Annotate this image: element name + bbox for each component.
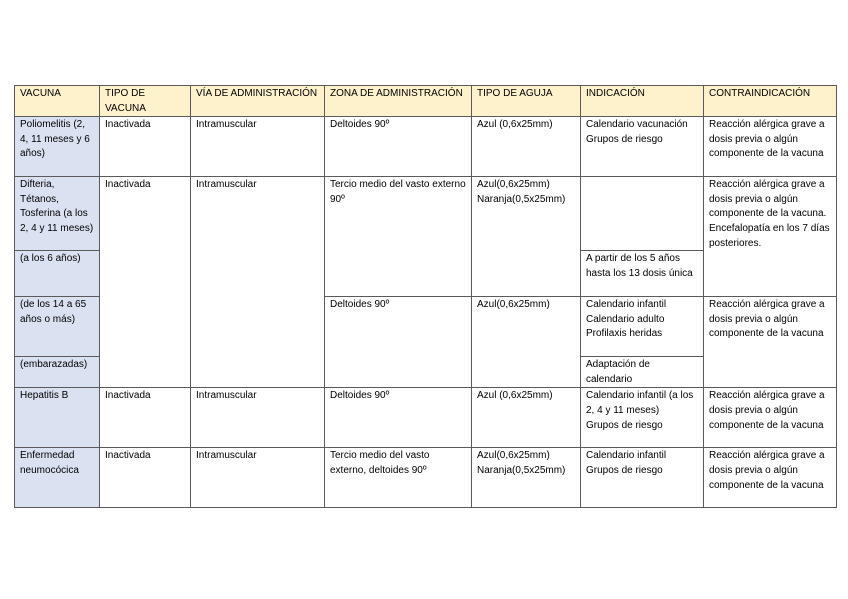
contraindication: Reacción alérgica grave a dosis previa o algún componente de la vacuna bbox=[704, 297, 837, 388]
header-vacuna: VACUNA bbox=[15, 86, 100, 117]
contraindication: Reacción alérgica grave a dosis previa o algún componente de la vacuna bbox=[704, 448, 837, 508]
header-indicacion: INDICACIÓN bbox=[581, 86, 704, 117]
indication bbox=[581, 448, 704, 508]
needle-type: Azul(0,6x25mm) bbox=[472, 297, 581, 388]
vaccine-name: Poliomelitis (2, 4, 11 meses y 6 años) bbox=[15, 117, 100, 177]
header-via: VÍA DE ADMINISTRACIÓN bbox=[191, 86, 325, 117]
indication-line: Calendario infantil bbox=[586, 450, 667, 462]
indication-line: Calendario infantil (a los 2, 4 y 11 meses) bbox=[586, 390, 694, 416]
contraindication: Reacción alérgica grave a dosis previa o algún componente de la vacuna. Encefalopatía en los 7 días posteriores. bbox=[704, 177, 837, 297]
administration-zone: Deltoides 90º bbox=[325, 117, 472, 177]
vaccine-name: (de los 14 a 65 años o más) bbox=[15, 297, 100, 357]
indication-line: Grupos de riesgo bbox=[586, 133, 663, 145]
indication-line: Calendario adulto bbox=[586, 313, 665, 325]
administration-route: Intramuscular bbox=[191, 177, 325, 388]
administration-route: Intramuscular bbox=[191, 448, 325, 508]
vaccine-type: Inactivada bbox=[100, 117, 191, 177]
vaccine-name: (a los 6 años) bbox=[15, 251, 100, 297]
indication: Adaptación de calendario bbox=[581, 357, 704, 388]
administration-route: Intramuscular bbox=[191, 388, 325, 448]
vaccine-type: Inactivada bbox=[100, 388, 191, 448]
indication bbox=[581, 117, 704, 177]
indication bbox=[581, 388, 704, 448]
indication: A partir de los 5 años hasta los 13 dosis única bbox=[581, 251, 704, 297]
indication-line: Calendario vacunación bbox=[586, 119, 688, 131]
indication bbox=[581, 177, 704, 251]
header-zona: ZONA DE ADMINISTRACIÓN bbox=[325, 86, 472, 117]
needle-line: Naranja(0,5x25mm) bbox=[477, 193, 566, 205]
indication-line: Grupos de riesgo bbox=[586, 419, 663, 431]
administration-zone: Deltoides 90º bbox=[325, 297, 472, 388]
table-row bbox=[15, 177, 837, 251]
vaccine-name: Enfermedad neumocócica bbox=[15, 448, 100, 508]
table-row bbox=[15, 448, 837, 508]
indication bbox=[581, 297, 704, 357]
indication-line: Calendario infantil bbox=[586, 299, 667, 311]
vaccine-name: Difteria, Tétanos, Tosferina (a los 2, 4 y 11 meses) bbox=[15, 177, 100, 251]
administration-zone: Tercio medio del vasto externo 90º bbox=[325, 177, 472, 297]
table-row bbox=[15, 117, 837, 177]
needle-line: Azul(0,6x25mm) bbox=[477, 179, 550, 191]
vaccine-name: (embarazadas) bbox=[15, 357, 100, 388]
needle-line: Azul(0,6x25mm) bbox=[477, 450, 550, 462]
needle-type: Azul (0,6x25mm) bbox=[472, 388, 581, 448]
indication-line: Grupos de riesgo bbox=[586, 464, 663, 476]
indication-line: Profilaxis heridas bbox=[586, 328, 663, 340]
table-row bbox=[15, 388, 837, 448]
needle-line: Naranja(0,5x25mm) bbox=[477, 464, 566, 476]
administration-zone: Deltoides 90º bbox=[325, 388, 472, 448]
administration-route: Intramuscular bbox=[191, 117, 325, 177]
needle-type bbox=[472, 448, 581, 508]
administration-zone: Tercio medio del vasto externo, deltoides 90º bbox=[325, 448, 472, 508]
header-contraindicacion: CONTRAINDICACIÓN bbox=[704, 86, 837, 117]
vaccine-type: Inactivada bbox=[100, 177, 191, 388]
header-tipo: TIPO DE VACUNA bbox=[100, 86, 191, 117]
contraindication: Reacción alérgica grave a dosis previa o algún componente de la vacuna bbox=[704, 388, 837, 448]
header-row bbox=[15, 86, 837, 117]
needle-type: Azul (0,6x25mm) bbox=[472, 117, 581, 177]
needle-type bbox=[472, 177, 581, 297]
vaccine-name: Hepatitis B bbox=[15, 388, 100, 448]
contraindication: Reacción alérgica grave a dosis previa o algún componente de la vacuna bbox=[704, 117, 837, 177]
vaccine-type: Inactivada bbox=[100, 448, 191, 508]
vaccine-table bbox=[14, 85, 837, 508]
header-aguja: TIPO DE AGUJA bbox=[472, 86, 581, 117]
